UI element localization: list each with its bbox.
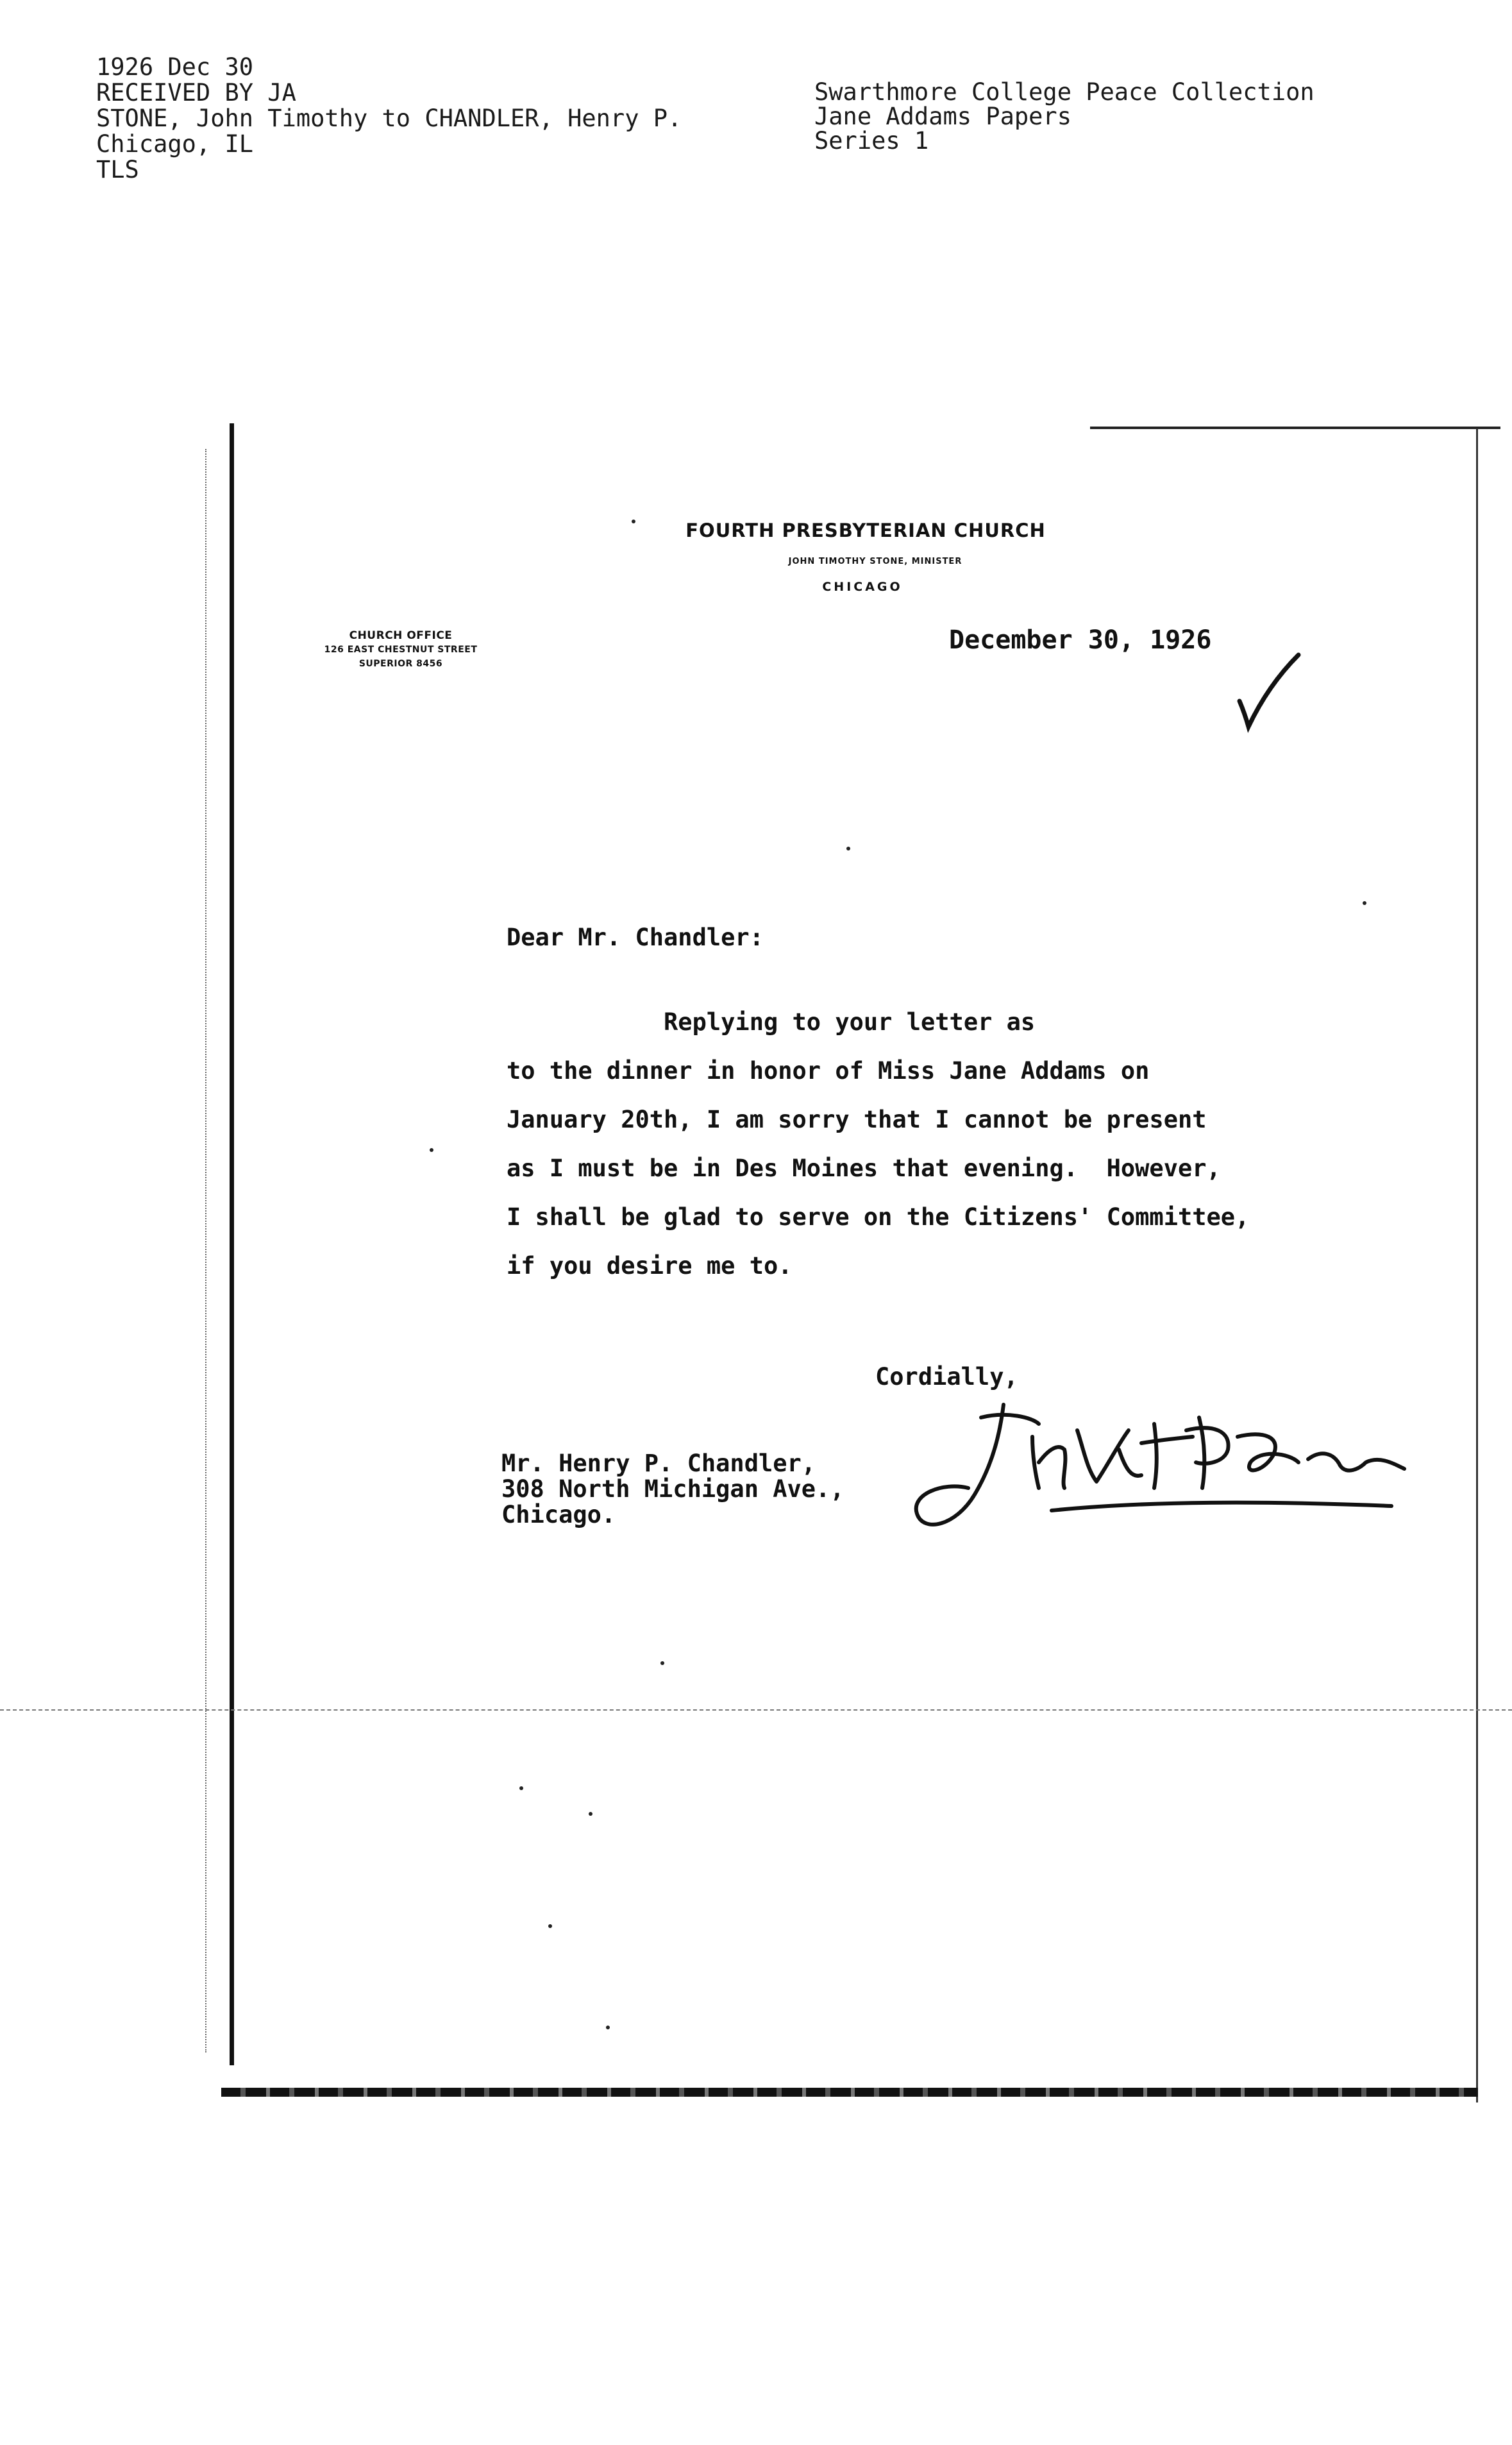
- series-name: Series 1: [814, 127, 929, 155]
- scan-speck: [606, 2026, 610, 2029]
- body-line: January 20th, I am sorry that I cannot be present: [507, 1106, 1207, 1133]
- archive-metadata: [96, 55, 682, 183]
- fold-line: [0, 1709, 1512, 1711]
- salutation: Dear Mr. Chandler:: [507, 924, 764, 951]
- body-line: Replying to your letter as: [507, 1008, 1036, 1036]
- body-line: as I must be in Des Moines that evening. However,: [507, 1155, 1221, 1182]
- scan-speck: [846, 847, 850, 850]
- letterhead-church: FOURTH PRESBYTERIAN CHURCH: [685, 520, 1046, 541]
- collection-info: [814, 80, 1315, 153]
- body-line: to the dinner in honor of Miss Jane Addams on: [507, 1057, 1150, 1085]
- sheet-right-edge: [1476, 428, 1478, 2102]
- papers-name: Jane Addams Papers: [814, 103, 1071, 130]
- archive-date: 1926 Dec 30: [96, 53, 254, 81]
- checkmark-icon: [1234, 651, 1305, 734]
- archive-place: Chicago, IL: [96, 130, 254, 158]
- closing: Cordially,: [875, 1363, 1018, 1391]
- letterhead-city: CHICAGO: [822, 580, 903, 594]
- sheet-top-edge: [1090, 427, 1500, 429]
- letter-date: December 30, 1926: [949, 625, 1212, 655]
- office-street: 126 EAST CHESTNUT STREET: [324, 645, 478, 655]
- archive-correspondents: STONE, John Timothy to CHANDLER, Henry P.: [96, 105, 682, 132]
- archive-doc-type: TLS: [96, 156, 139, 183]
- collection-name: Swarthmore College Peace Collection: [814, 78, 1315, 106]
- scan-speck: [519, 1786, 523, 1790]
- office-phone: SUPERIOR 8456: [358, 659, 443, 669]
- address-line: 308 North Michigan Ave.,: [501, 1475, 844, 1503]
- sheet-left-edge: [230, 423, 234, 2065]
- body-line: I shall be glad to serve on the Citizens' Committee,: [507, 1203, 1250, 1231]
- scan-speckles: [205, 449, 213, 2052]
- address-line: Mr. Henry P. Chandler,: [501, 1450, 816, 1477]
- signature: [904, 1392, 1430, 1546]
- scan-speck: [1363, 901, 1366, 905]
- sheet-bottom-edge: [221, 2088, 1478, 2097]
- address-line: Chicago.: [501, 1501, 616, 1528]
- scan-speck: [548, 1924, 552, 1928]
- body-line: if you desire me to.: [507, 1252, 793, 1280]
- scan-speck: [660, 1661, 664, 1665]
- letterhead-minister: JOHN TIMOTHY STONE, MINISTER: [788, 557, 962, 566]
- scan-speck: [589, 1812, 592, 1816]
- church-office-block: [292, 629, 510, 671]
- scan-speck: [632, 520, 635, 523]
- archive-received: RECEIVED BY JA: [96, 79, 296, 106]
- office-label: CHURCH OFFICE: [349, 629, 453, 642]
- scan-speck: [430, 1148, 433, 1152]
